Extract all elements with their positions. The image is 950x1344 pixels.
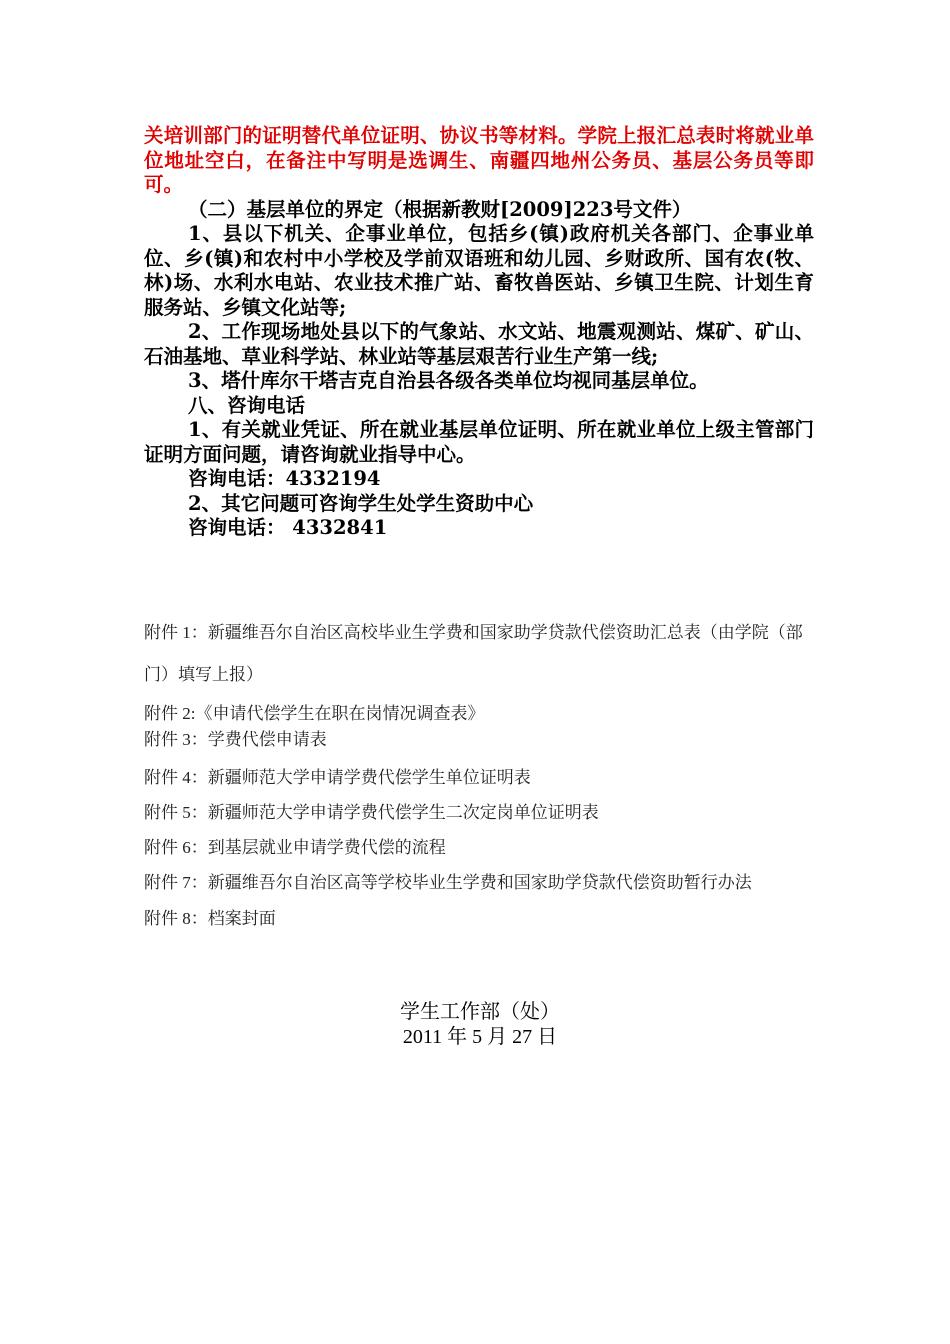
- red-notice-paragraph: 关培训部门的证明替代单位证明、协议书等材料。学院上报汇总表时将就业单位地址空白，在备注中写明是选调生、南疆四地州公务员、基层公务员等即可。: [144, 124, 814, 196]
- definition-item-1: 1、县以下机关、企事业单位，包括乡(镇)政府机关各部门、企事业单位、乡(镇)和农村中小学校及学前双语班和幼儿园、乡财政所、国有农(牧、林)场、水利水电站、农业技术推广站、畜牧兽医站、乡镇卫生院、计划生育服务站、乡镇文化站等;: [144, 222, 814, 319]
- attachment-item-4: 附件 4：新疆师范大学申请学费代偿学生单位证明表: [144, 768, 531, 787]
- attachment-item-8: 附件 8：档案封面: [144, 909, 276, 928]
- definition-item-2: 2、工作现场地处县以下的气象站、水文站、地震观测站、煤矿、矿山、石油基地、草业科学站、林业站等基层艰苦行业生产第一线;: [144, 320, 814, 368]
- attachment-item-2: 附件 2:《申请代偿学生在职在岗情况调查表》: [144, 704, 485, 723]
- definition-item-3: 3、塔什库尔干塔吉克自治县各级各类单位均视同基层单位。: [188, 369, 709, 392]
- attachment-item-7: 附件 7：新疆维吾尔自治区高等学校毕业生学费和国家助学贷款代偿资助暂行办法: [144, 873, 752, 892]
- attachment-item-5: 附件 5：新疆师范大学申请学费代偿学生二次定岗单位证明表: [144, 803, 599, 822]
- contact-item-2: 2、其它问题可咨询学生处学生资助中心: [188, 491, 534, 515]
- attachment-item-3: 附件 3：学费代偿申请表: [144, 730, 327, 749]
- attachment-item-6: 附件 6：到基层就业申请学费代偿的流程: [144, 838, 446, 857]
- section-heading-grassroots: （二）基层单位的界定（根据新教财[2009]223号文件）: [188, 197, 692, 221]
- attachment-item-1: 附件 1：新疆维吾尔自治区高校毕业生学费和国家助学贷款代偿资助汇总表（由学院（部门）填写上报）: [144, 623, 803, 684]
- issue-date: 2011 年 5 月 27 日: [402, 1026, 558, 1048]
- notice-body: [144, 124, 814, 541]
- contact-heading: 八、咨询电话: [188, 393, 306, 417]
- attachment-list: [144, 612, 814, 936]
- contact-item-1: 1、有关就业凭证、所在就业基层单位证明、所在就业单位上级主管部门证明方面问题，请咨询就业指导中心。: [144, 418, 814, 466]
- issuing-department: 学生工作部（处）: [400, 1001, 560, 1023]
- phone-number-1: 咨询电话：4332194: [188, 467, 381, 490]
- signature-block: [0, 1000, 950, 1050]
- phone-number-2: 咨询电话： 4332841: [188, 516, 388, 539]
